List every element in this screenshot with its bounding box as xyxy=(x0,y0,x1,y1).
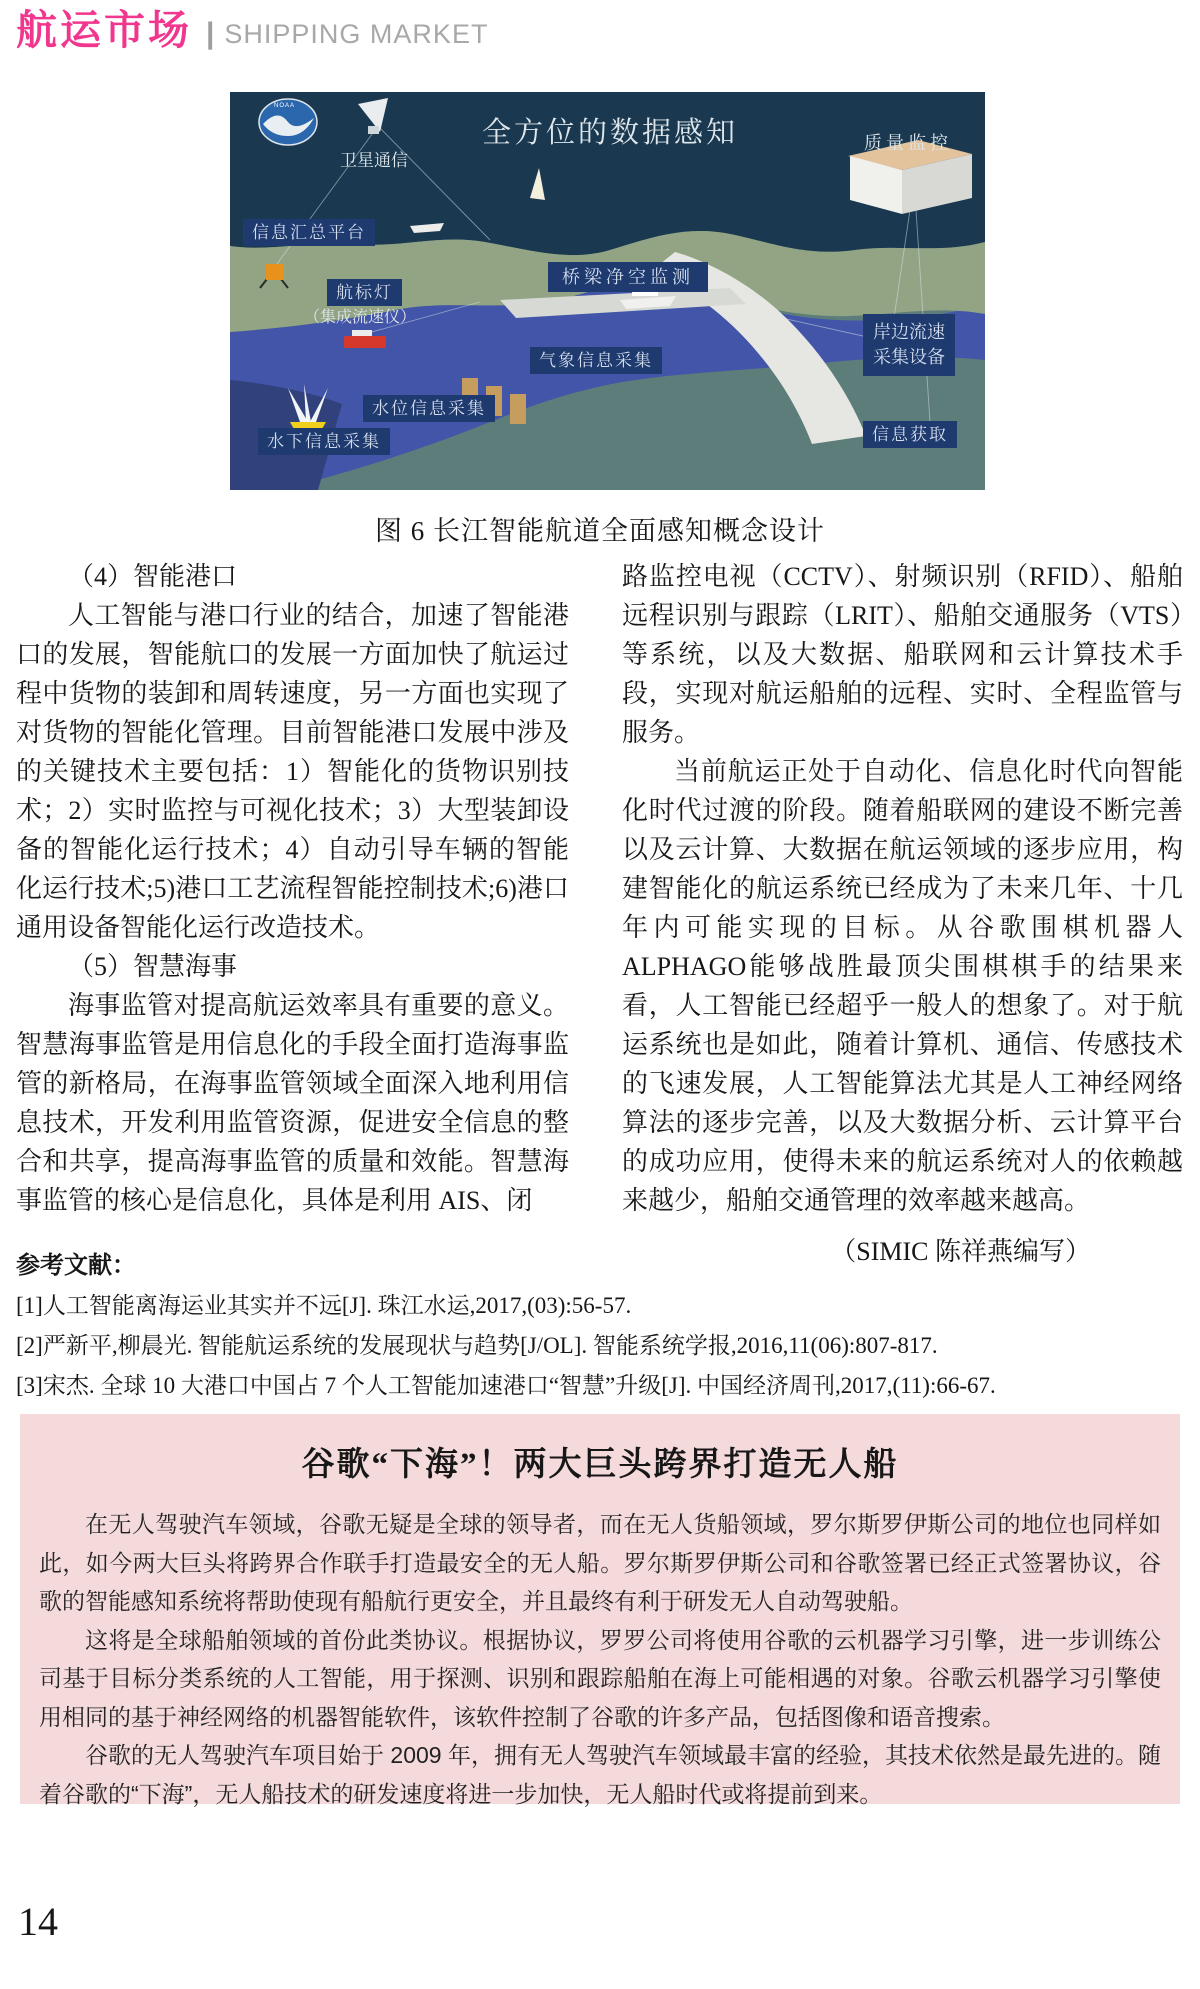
label-bridge-clearance: 桥梁净空监测 xyxy=(548,262,708,292)
news-box-title: 谷歌“下海”！两大巨头跨界打造无人船 xyxy=(301,1447,899,1483)
label-info-platform: 信息汇总平台 xyxy=(243,219,375,246)
section-title-en: SHIPPING MARKET xyxy=(224,19,489,50)
label-weather-info: 气象信息采集 xyxy=(530,347,662,374)
figure-caption: 图 6 长江智能航道全面感知概念设计 xyxy=(375,516,825,546)
paragraph-smart-port: 人工智能与港口行业的结合，加速了智能港口的发展，智能航口的发展一方面加快了航运过程中货物的装卸和周转速度，另一方面也实现了对货物的智能化管理。目前智能港口发展中涉及的关键技术主要包括：1）智能化的货物识别技术；2）实时监控与可视化技术；3）大型装卸设备的智能化运行技术；4）自动引导车辆的智能化运行技术;5)港口工艺流程智能控制技术;6)港口通用设备智能化运行改造技术。 xyxy=(16,601,569,942)
label-shore-flow-line1: 岸边流速 xyxy=(873,322,945,342)
news-paragraph: 谷歌的无人驾驶汽车项目始于 2009 年，拥有无人驾驶汽车领域最丰富的经验，其技术依然是最先进的。随着谷歌的“下海”，无人船技术的研发速度将进一步加快，无人船时代或将提前到来。 xyxy=(39,1742,1161,1807)
reference-item: [2]严新平,柳晨光. 智能航运系统的发展现状与趋势[J/OL]. 智能系统学报,2016,11(06):807-817. xyxy=(16,1333,938,1358)
figure-image xyxy=(230,92,985,490)
label-info-acquire: 信息获取 xyxy=(863,421,957,448)
paragraph-systems: 路监控电视（CCTV）、射频识别（RFID）、船舶远程识别与跟踪（LRIT）、船舶交通服务（VTS）等系统，以及大数据、船联网和云计算技术手段，实现对航运船舶的远程、实时、全程监管与服务。 xyxy=(622,562,1183,747)
section-title-cn: 航运市场 xyxy=(16,7,192,53)
label-beacon-light: 航标灯 xyxy=(327,279,402,306)
subheading-smart-maritime: （5）智慧海事 xyxy=(68,952,238,981)
page-number: 14 xyxy=(18,1899,58,1944)
label-water-level: 水位信息采集 xyxy=(363,395,495,422)
label-shore-flow-line2: 采集设备 xyxy=(873,347,945,368)
article-column-left xyxy=(16,557,569,1220)
label-shore-flow-device xyxy=(863,314,955,376)
news-box xyxy=(20,1414,1180,1807)
reference-item: [1]人工智能离海运业其实并不远[J]. 珠江水运,2017,(03):56-57. xyxy=(16,1293,632,1318)
label-underwater-info: 水下信息采集 xyxy=(258,428,390,455)
byline: （SIMIC 陈祥燕编写） xyxy=(830,1237,1091,1266)
header-divider: | xyxy=(206,17,215,51)
figure-title: 全方位的数据感知 xyxy=(482,117,739,149)
paragraph-smart-maritime: 海事监管对提高航运效率具有重要的意义。智慧海事监管是用信息化的手段全面打造海事监管的新格局，在海事监管领域全面深入地利用信息技术，开发利用监管资源，促进安全信息的整合和共享，提高海事监管的质量和效能。智慧海事监管的核心是信息化，具体是利用 AIS、闭 xyxy=(16,991,569,1215)
reference-item: [3]宋杰. 全球 10 大港口中国占 7 个人工智能加速港口“智慧”升级[J]. 中国经济周刊,2017,(11):66-67. xyxy=(16,1373,996,1398)
news-paragraph: 这将是全球船舶领域的首份此类协议。根据协议，罗罗公司将使用谷歌的云机器学习引擎，进一步训练公司基于目标分类系统的人工智能，用于探测、识别和跟踪船舶在海上可能相遇的对象。谷歌云机器学习引擎使用相同的基于神经网络的机器智能软件，该软件控制了谷歌的许多产品，包括图像和语音搜索。 xyxy=(39,1626,1161,1730)
article-column-right xyxy=(622,557,1183,1271)
label-beacon-sub: （集成流速仪） xyxy=(304,309,417,326)
references-heading: 参考文献： xyxy=(16,1252,136,1279)
label-satellite-comm: 卫星通信 xyxy=(340,151,408,170)
section-header xyxy=(16,8,488,53)
references-section xyxy=(16,1246,1180,1406)
label-quality-monitor: 质量监控 xyxy=(864,133,952,153)
paragraph-ai-outlook: 当前航运正处于自动化、信息化时代向智能化时代过渡的阶段。随着船联网的建设不断完善以及云计算、大数据在航运领域的逐步应用，构建智能化的航运系统已经成为了未来几年、十几年内可能实现的目标。从谷歌围棋机器人ALPHAGO能够战胜最顶尖围棋棋手的结果来看，人工智能已经超乎一般人的想象了。对于航运系统也是如此，随着计算机、通信、传感技术的飞速发展，人工智能算法尤其是人工神经网络算法的逐步完善，以及大数据分析、云计算平台的成功应用，使得未来的航运系统对人的依赖越来越少，船舶交通管理的效率越来越高。 xyxy=(622,757,1183,1215)
subheading-smart-port: （4）智能港口 xyxy=(68,562,238,591)
news-paragraph: 在无人驾驶汽车领域，谷歌无疑是全球的领导者，而在无人货船领域，罗尔斯罗伊斯公司的地位也同样如此，如今两大巨头将跨界合作联手打造最安全的无人船。罗尔斯罗伊斯公司和谷歌签署已经正式签署协议，谷歌的智能感知系统将帮助使现有船航行更安全，并且最终有利于研发无人自动驾驶船。 xyxy=(39,1511,1161,1614)
noaa-logo-text: NOAA xyxy=(274,103,296,109)
